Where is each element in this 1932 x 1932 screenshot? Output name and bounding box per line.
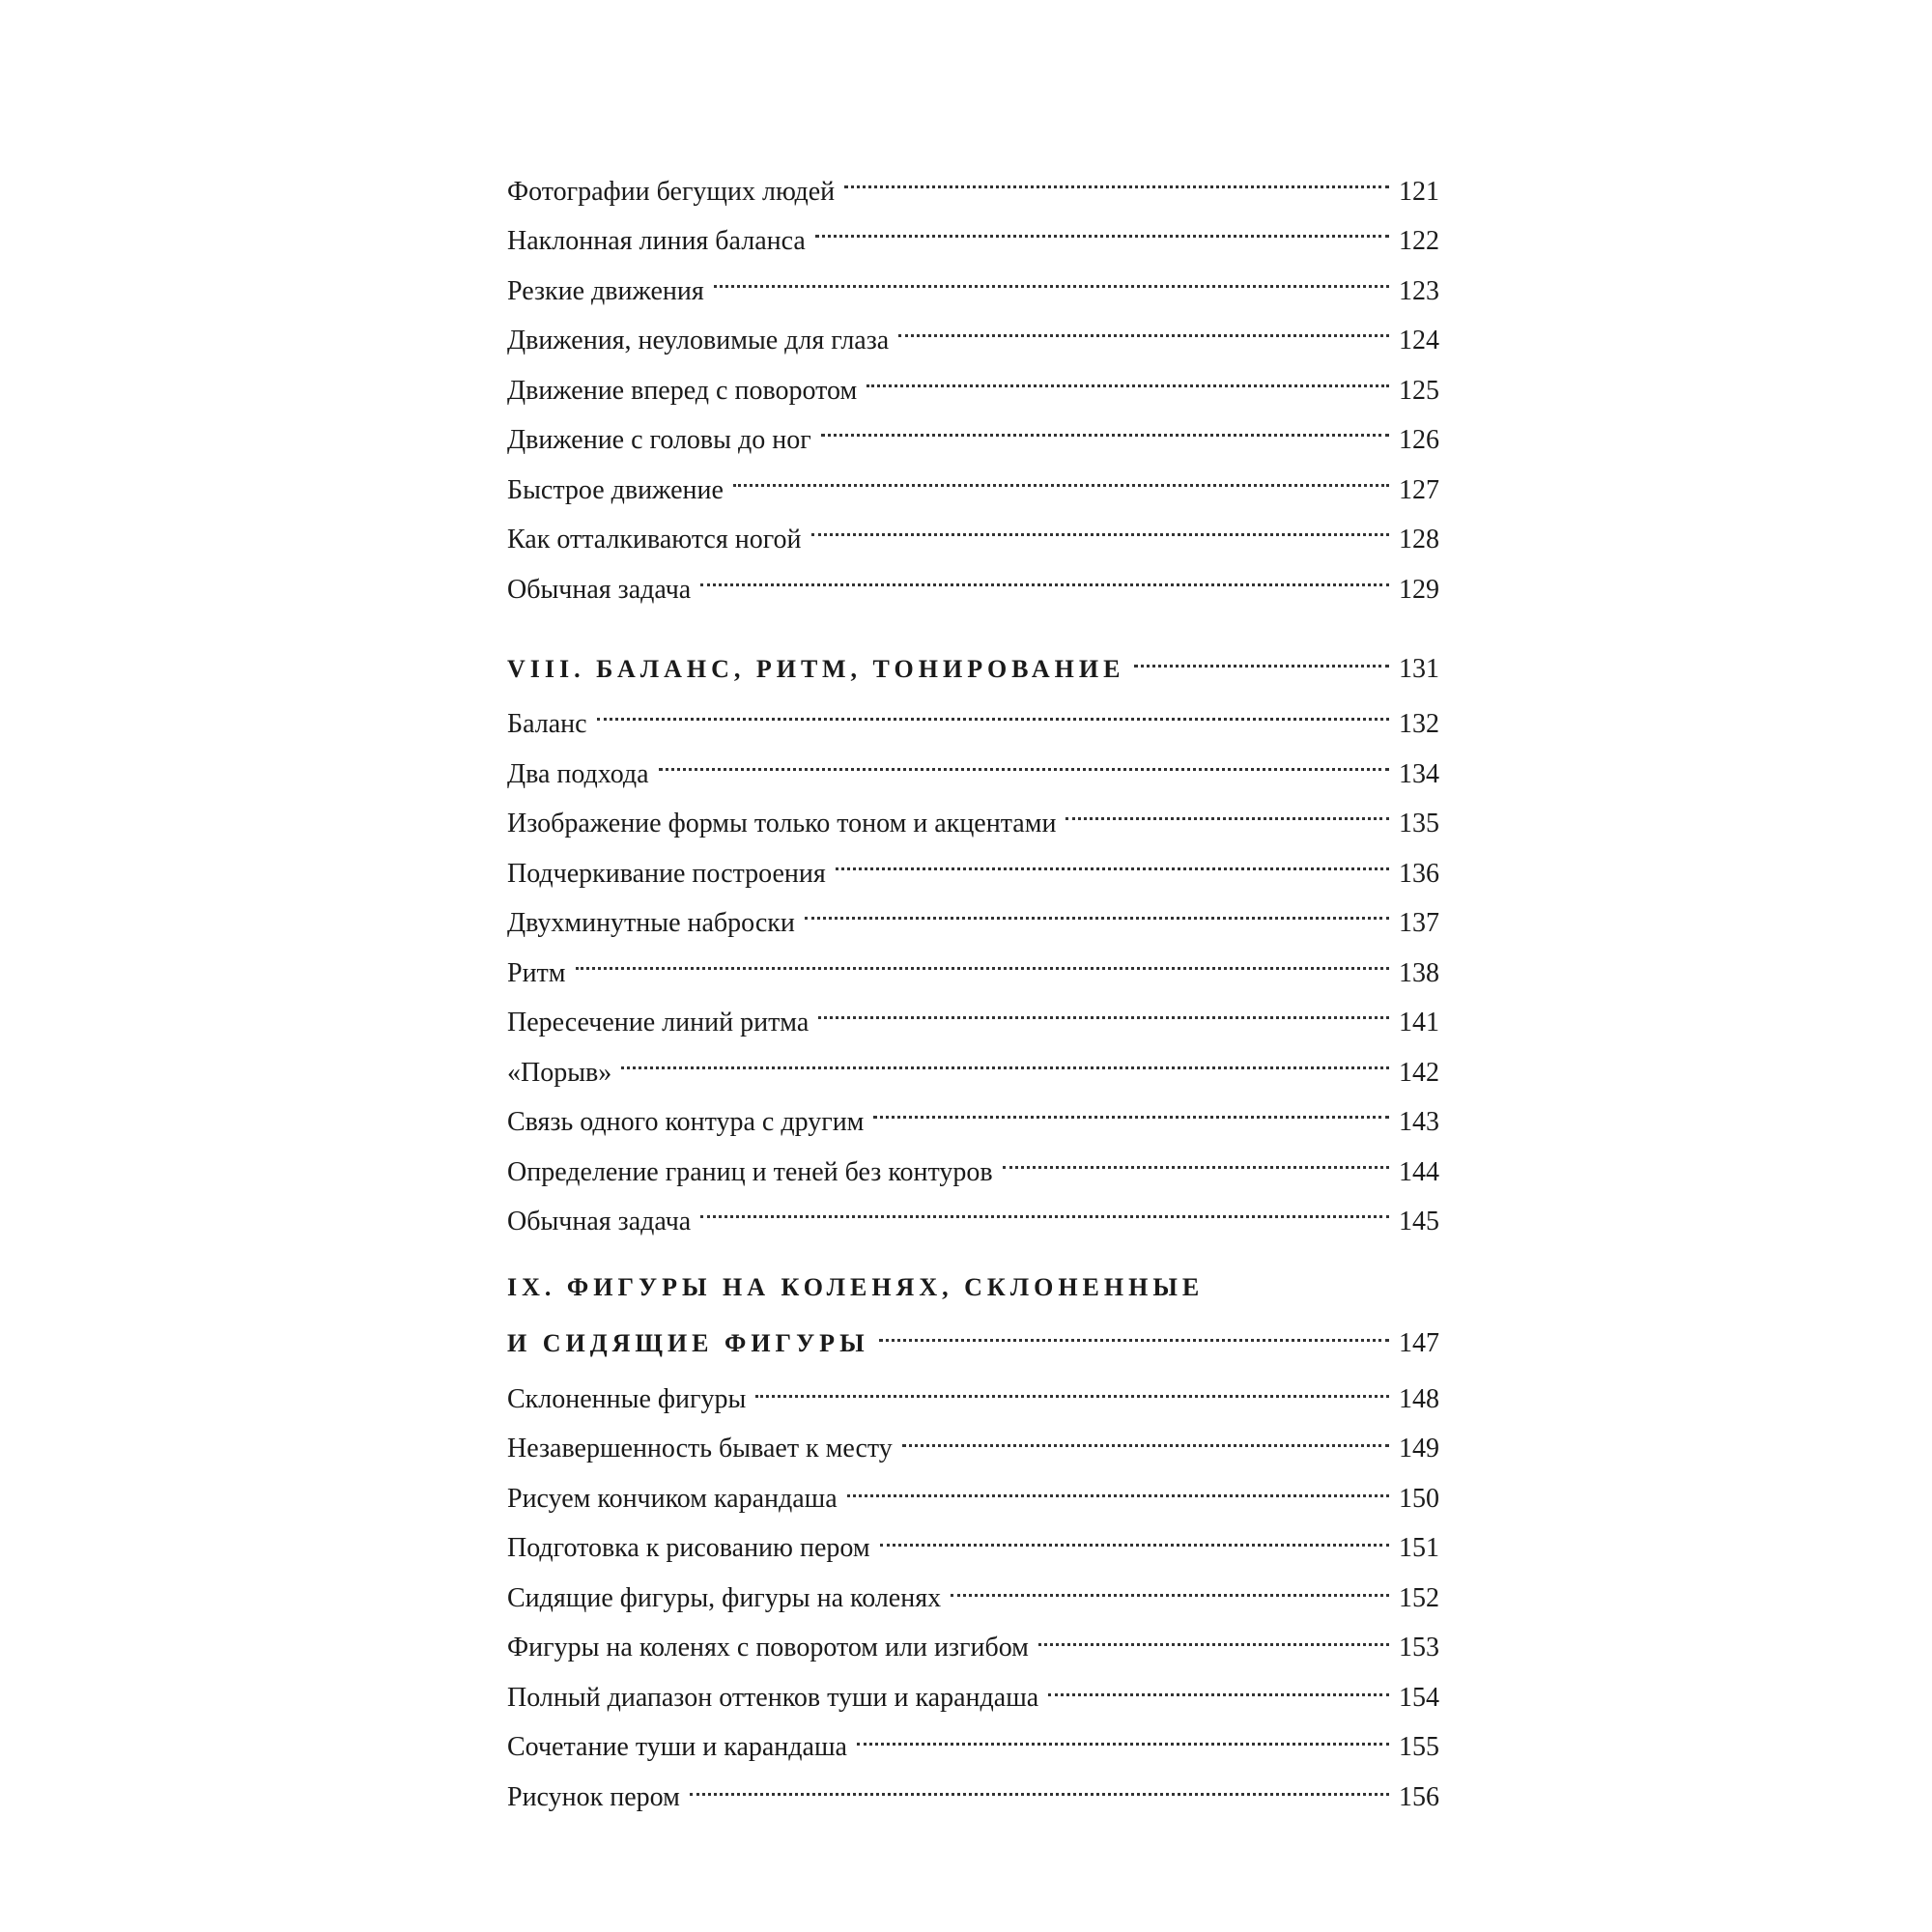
chapter-page: 131 xyxy=(1399,653,1439,684)
toc-section-continuation xyxy=(507,150,1439,605)
toc-entry-page: 141 xyxy=(1399,1008,1439,1037)
toc-chapter-viii xyxy=(507,635,1439,1236)
dot-leader xyxy=(576,931,1389,981)
toc-entry-page: 137 xyxy=(1399,908,1439,938)
dot-leader xyxy=(821,399,1389,449)
toc-entry-page: 138 xyxy=(1399,957,1439,988)
chapter-title-line1[interactable]: IX. ФИГУРЫ НА КОЛЕНЯХ, СКЛОНЕННЫЕ xyxy=(507,1273,1205,1301)
toc-entry-title: Подготовка к рисованию пером xyxy=(507,1533,870,1563)
toc-entry[interactable] xyxy=(507,1081,1439,1137)
toc-entry-title: Склоненные фигуры xyxy=(507,1383,747,1414)
toc-entry-page: 145 xyxy=(1399,1207,1439,1236)
dot-leader xyxy=(1065,782,1389,833)
toc-entry-page: 152 xyxy=(1399,1582,1439,1613)
dot-leader xyxy=(755,1357,1389,1407)
dot-leader xyxy=(805,882,1389,932)
toc-entry-page: 150 xyxy=(1399,1483,1439,1514)
toc-entry-page: 126 xyxy=(1399,425,1439,455)
dot-leader xyxy=(597,683,1389,733)
dot-leader xyxy=(951,1556,1389,1606)
toc-entry-title: Обычная задача xyxy=(507,574,692,605)
toc-entry[interactable] xyxy=(507,150,1439,207)
toc-entry-title: Полный диапазон оттенков туши и карандаша xyxy=(507,1682,1039,1713)
dot-leader xyxy=(898,299,1389,350)
chapter-page: 147 xyxy=(1399,1328,1439,1358)
dot-leader xyxy=(879,1309,1389,1351)
toc-chapter-ix xyxy=(507,1266,1439,1812)
toc-entry-page: 156 xyxy=(1399,1781,1439,1812)
toc-entry-title: Подчеркивание построения xyxy=(507,858,826,889)
toc-entry-page: 132 xyxy=(1399,709,1439,739)
toc-entry-title: Определение границ и теней без контуров xyxy=(507,1156,993,1187)
toc-entry-title: «Порыв» xyxy=(507,1057,612,1088)
chapter-title: VIII. БАЛАНС, РИТМ, ТОНИРОВАНИЕ xyxy=(507,654,1125,683)
toc-entry[interactable] xyxy=(507,683,1439,739)
toc-entry-title: Пересечение линий ритма xyxy=(507,1008,810,1037)
dot-leader xyxy=(867,349,1389,399)
toc-entry-page: 144 xyxy=(1399,1156,1439,1187)
dot-leader xyxy=(733,448,1389,498)
toc-entry-title: Фотографии бегущих людей xyxy=(507,176,836,207)
toc-entry-page: 121 xyxy=(1399,176,1439,207)
dot-leader xyxy=(847,1457,1389,1507)
toc-entry-title: Движения, неуловимые для глаза xyxy=(507,326,890,355)
toc-entry-page: 143 xyxy=(1399,1107,1439,1137)
dot-leader xyxy=(621,1031,1389,1081)
toc-entry-page: 125 xyxy=(1399,375,1439,406)
toc-entry-title: Ритм xyxy=(507,957,566,988)
toc-entry-page: 122 xyxy=(1399,226,1439,256)
toc-entry-page: 142 xyxy=(1399,1057,1439,1088)
dot-leader xyxy=(1048,1656,1389,1706)
toc-entry-page: 127 xyxy=(1399,474,1439,505)
chapter-title-line2: И СИДЯЩИЕ ФИГУРЫ xyxy=(507,1329,869,1357)
toc-entry[interactable] xyxy=(507,981,1439,1037)
toc-entry[interactable] xyxy=(507,931,1439,988)
toc-entry-title: Два подхода xyxy=(507,758,649,789)
toc-entry-page: 123 xyxy=(1399,275,1439,306)
toc-entry-title: Движение с головы до ног xyxy=(507,425,811,455)
dot-leader xyxy=(1003,1130,1389,1180)
toc-entry-page: 124 xyxy=(1399,326,1439,355)
toc-entry-title: Баланс xyxy=(507,709,587,739)
dot-leader xyxy=(700,548,1389,598)
dot-leader xyxy=(1134,635,1389,677)
toc-entry-title: Быстрое движение xyxy=(507,474,724,505)
dot-leader xyxy=(857,1706,1389,1756)
toc-entry-page: 134 xyxy=(1399,758,1439,789)
toc-chapter-heading[interactable] xyxy=(507,1309,1439,1358)
toc-entry-page: 154 xyxy=(1399,1682,1439,1713)
dot-leader xyxy=(873,1081,1389,1131)
dot-leader xyxy=(902,1407,1389,1458)
dot-leader xyxy=(818,981,1389,1032)
dot-leader xyxy=(880,1507,1389,1557)
dot-leader xyxy=(1038,1606,1389,1657)
toc-entry[interactable] xyxy=(507,1031,1439,1088)
toc-entry-title: Фигуры на коленях с поворотом или изгибом xyxy=(507,1633,1029,1662)
toc-entry[interactable] xyxy=(507,732,1439,789)
toc-entry-title: Наклонная линия баланса xyxy=(507,226,806,256)
toc-entry-title: Двухминутные наброски xyxy=(507,908,795,938)
dot-leader xyxy=(700,1180,1389,1231)
toc-entry-title: Резкие движения xyxy=(507,275,704,306)
toc-entry-title: Сидящие фигуры, фигуры на коленях xyxy=(507,1582,942,1613)
toc-entry-title: Связь одного контура с другим xyxy=(507,1107,865,1137)
dot-leader xyxy=(844,150,1389,200)
toc-entry-page: 135 xyxy=(1399,809,1439,838)
toc-entry-title: Обычная задача xyxy=(507,1207,692,1236)
dot-leader xyxy=(690,1755,1389,1805)
toc-entry-title: Рисуем кончиком карандаша xyxy=(507,1483,838,1514)
toc-entry-page: 149 xyxy=(1399,1434,1439,1463)
toc-entry-title: Рисунок пером xyxy=(507,1781,680,1812)
toc-chapter-heading[interactable] xyxy=(507,635,1439,684)
table-of-contents xyxy=(507,150,1439,1812)
toc-entry-title: Как отталкиваются ногой xyxy=(507,525,802,554)
dot-leader xyxy=(815,200,1389,250)
toc-entry-page: 153 xyxy=(1399,1633,1439,1662)
toc-entry-page: 128 xyxy=(1399,525,1439,554)
dot-leader xyxy=(714,249,1389,299)
toc-entry-title: Незавершенность бывает к месту xyxy=(507,1434,893,1463)
toc-entry-page: 151 xyxy=(1399,1533,1439,1563)
dot-leader xyxy=(836,832,1389,882)
toc-entry-title: Изображение формы только тоном и акцентами xyxy=(507,809,1057,838)
toc-entry-page: 129 xyxy=(1399,574,1439,605)
toc-entry-page: 155 xyxy=(1399,1732,1439,1762)
dot-leader xyxy=(659,732,1389,782)
toc-entry-page: 136 xyxy=(1399,858,1439,889)
toc-entry-title: Сочетание туши и карандаша xyxy=(507,1732,847,1762)
toc-entry-page: 148 xyxy=(1399,1383,1439,1414)
toc-entry-title: Движение вперед с поворотом xyxy=(507,375,858,406)
dot-leader xyxy=(811,498,1390,549)
